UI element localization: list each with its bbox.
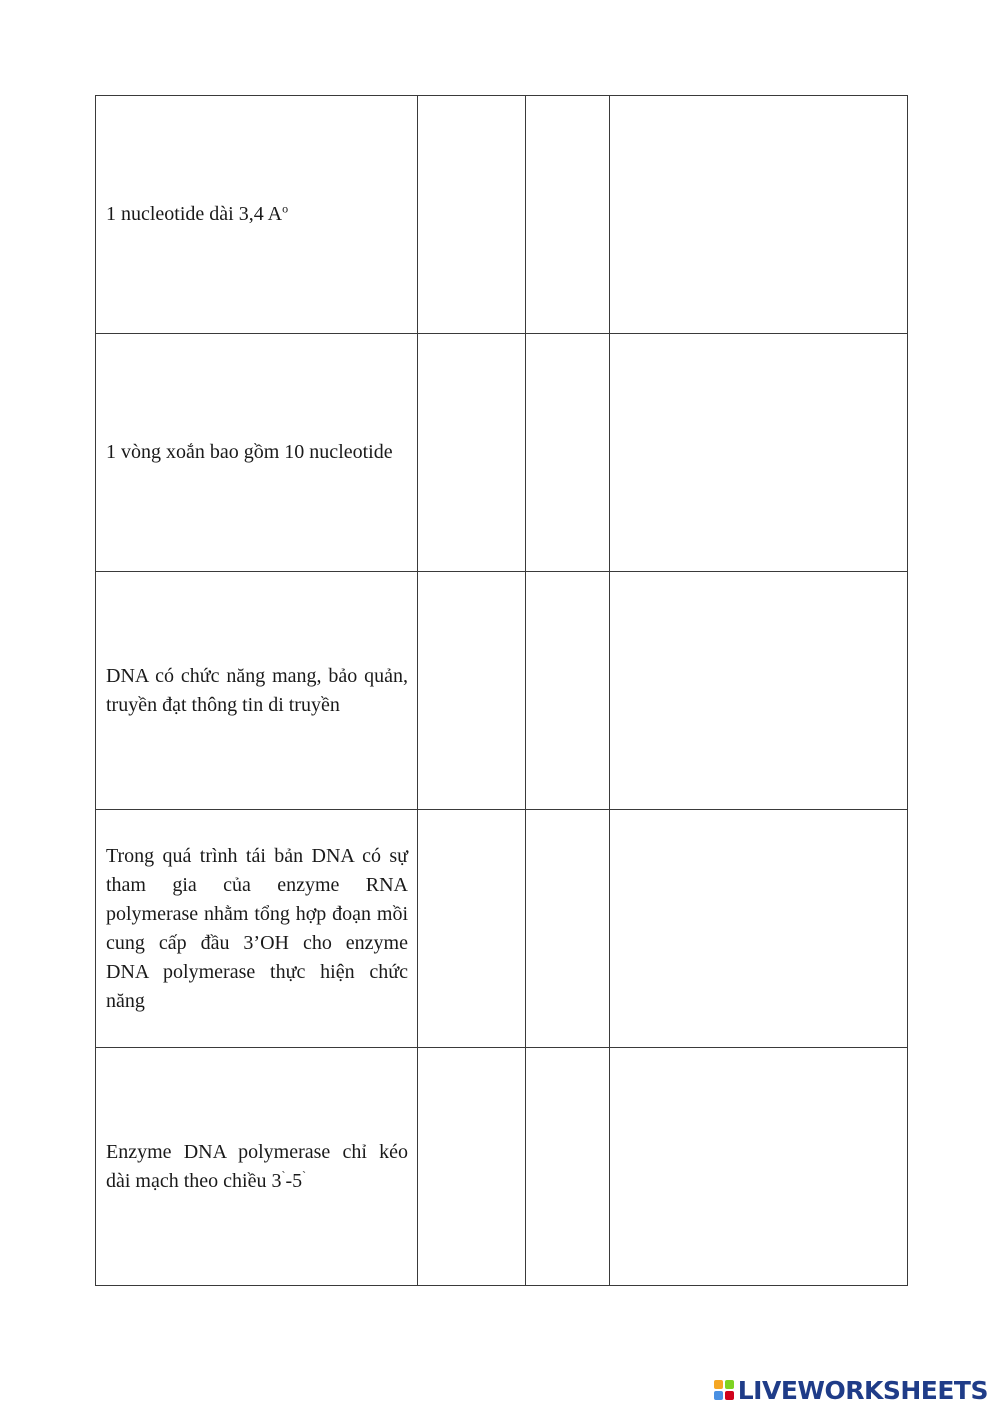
statement-cell <box>96 572 418 810</box>
statement-cell <box>96 810 418 1048</box>
explanation-cell[interactable] <box>610 334 908 572</box>
statement-text: 1 nucleotide dài 3,4 $A^o$ <box>106 201 289 225</box>
statement-text: DNA có chức năng mang, bảo quản, truyền đạt thông tin di truyền <box>106 664 408 716</box>
liveworksheets-logo-icon <box>714 1380 734 1400</box>
logo-square <box>714 1391 723 1400</box>
logo-square <box>725 1380 734 1389</box>
answer-cell-true[interactable] <box>418 572 526 810</box>
answer-cell-true[interactable] <box>418 1048 526 1286</box>
logo-text: LIVEWORKSHEETS <box>737 1375 988 1405</box>
table-row <box>96 1048 908 1286</box>
answer-cell-true[interactable] <box>418 96 526 334</box>
logo-square <box>714 1380 723 1389</box>
answer-cell-true[interactable] <box>418 334 526 572</box>
liveworksheets-logo <box>714 1374 988 1406</box>
table-row <box>96 810 908 1048</box>
table-row <box>96 572 908 810</box>
statement-text: Enzyme DNA polymerase chỉ kéo dài mạch theo chiều 3`-5` <box>106 1140 408 1192</box>
worksheet-table <box>95 95 908 1286</box>
answer-cell-false[interactable] <box>526 96 610 334</box>
table-row <box>96 334 908 572</box>
answer-cell-false[interactable] <box>526 334 610 572</box>
explanation-cell[interactable] <box>610 96 908 334</box>
answer-cell-true[interactable] <box>418 810 526 1048</box>
statement-cell <box>96 96 418 334</box>
statement-cell <box>96 1048 418 1286</box>
answer-cell-false[interactable] <box>526 1048 610 1286</box>
explanation-cell[interactable] <box>610 572 908 810</box>
explanation-cell[interactable] <box>610 810 908 1048</box>
statement-cell <box>96 334 418 572</box>
statement-text: 1 vòng xoắn bao gồm 10 nucleotide <box>106 441 393 463</box>
table-row <box>96 96 908 334</box>
answer-cell-false[interactable] <box>526 810 610 1048</box>
answer-cell-false[interactable] <box>526 572 610 810</box>
statement-text: Trong quá trình tái bản DNA có sự tham gia của enzyme RNA polymerase nhằm tổng hợp đoạn mồi cung cấp đầu 3’OH cho enzyme DNA polymerase thực hiện chức năng <box>106 844 408 1012</box>
logo-square <box>725 1391 734 1400</box>
explanation-cell[interactable] <box>610 1048 908 1286</box>
